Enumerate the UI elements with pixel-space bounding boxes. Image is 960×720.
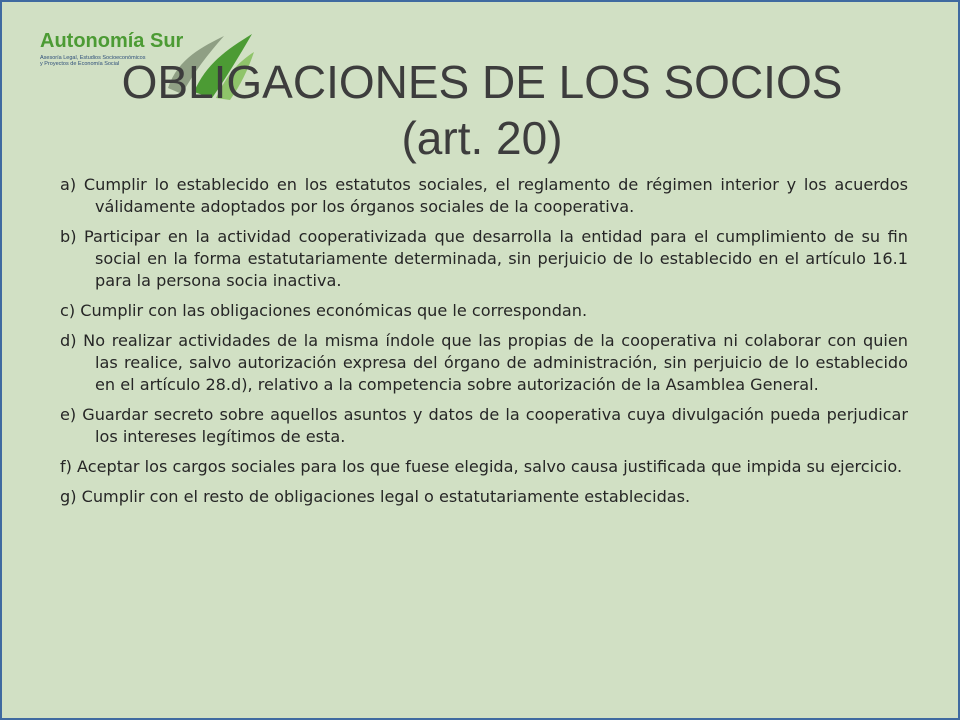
logo-tagline-line: y Proyectos de Economía Social: [40, 61, 120, 67]
obligation-item: e) Guardar secreto sobre aquellos asuntos y datos de la cooperativa cuya divulgación pueda perjudicar los intereses legítimos de esta.: [60, 405, 908, 446]
obligation-item: f) Aceptar los cargos sociales para los que fuese elegida, salvo causa justificada que impida su ejercicio.: [60, 457, 903, 476]
logo-tagline-line: Asesoría Legal, Estudios Socioeconómicos: [40, 55, 146, 61]
obligation-item: b) Participar en la actividad cooperativizada que desarrolla la entidad para el cumplimiento de su fin social en la forma estatutariamente determinada, sin perjuicio de lo establecido en el artículo 16.1 para la persona socia inactiva.: [60, 227, 908, 290]
obligation-item: c) Cumplir con las obligaciones económicas que le correspondan.: [60, 301, 588, 320]
slide-title-line: OBLIGACIONES DE LOS SOCIOS: [121, 56, 843, 108]
obligations-list: [60, 174, 908, 516]
obligation-item: g) Cumplir con el resto de obligaciones legal o estatutariamente establecidas.: [60, 487, 691, 506]
obligation-item: d) No realizar actividades de la misma índole que las propias de la cooperativa ni colaborar con quien las realice, salvo autorización expresa del órgano de administración, sin perjuicio de lo establecido en el artículo 28.d), relativo a la competencia sobre autorización de la Asamblea General.: [60, 331, 908, 394]
obligation-item: a) Cumplir lo establecido en los estatutos sociales, el reglamento de régimen interior y los acuerdos válidamente adoptados por los órganos sociales de la cooperativa.: [60, 175, 908, 216]
slide-title-line: (art. 20): [401, 112, 563, 164]
logo-name: Autonomía Sur: [40, 30, 184, 52]
slide-title: [42, 54, 922, 166]
